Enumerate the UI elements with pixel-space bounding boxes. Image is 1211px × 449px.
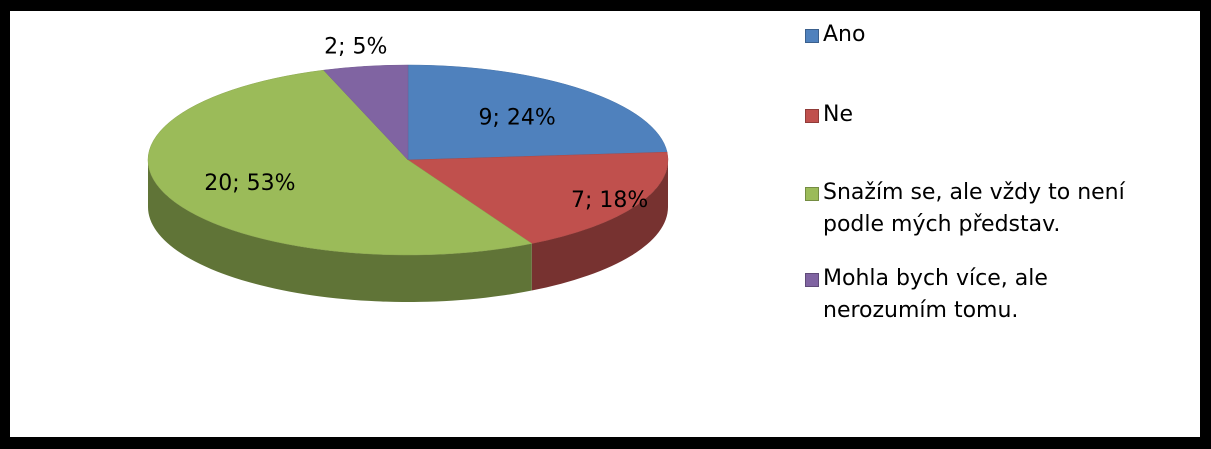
legend-swatch-ne	[805, 109, 819, 123]
data-label-ano: 9; 24%	[478, 105, 556, 131]
legend-label-snazim-se: Snažím se, ale vždy to není podle mých představ.	[823, 180, 1125, 237]
pie-slices	[148, 65, 668, 255]
legend-item-snazim-se	[805, 177, 1195, 263]
legend-item-ano	[805, 19, 1195, 99]
legend-swatch-snazim-se	[805, 187, 819, 201]
legend	[805, 19, 1195, 327]
legend-swatch-ano	[805, 29, 819, 43]
data-label-snazim-se-ale-vzdy-t: 20; 53%	[204, 171, 296, 197]
legend-item-mohla-bych	[805, 263, 1195, 327]
legend-label-ne: Ne	[823, 102, 853, 127]
data-label-ne: 7; 18%	[570, 187, 649, 213]
legend-label-mohla-bych: Mohla bych více, ale nerozumím tomu.	[823, 266, 1048, 323]
data-label-mohla-bych-vice-ale-: 2; 5%	[324, 34, 388, 60]
chart-panel	[10, 11, 1200, 437]
legend-swatch-mohla-bych	[805, 273, 819, 287]
legend-item-ne	[805, 99, 1195, 177]
legend-label-ano: Ano	[823, 22, 866, 47]
